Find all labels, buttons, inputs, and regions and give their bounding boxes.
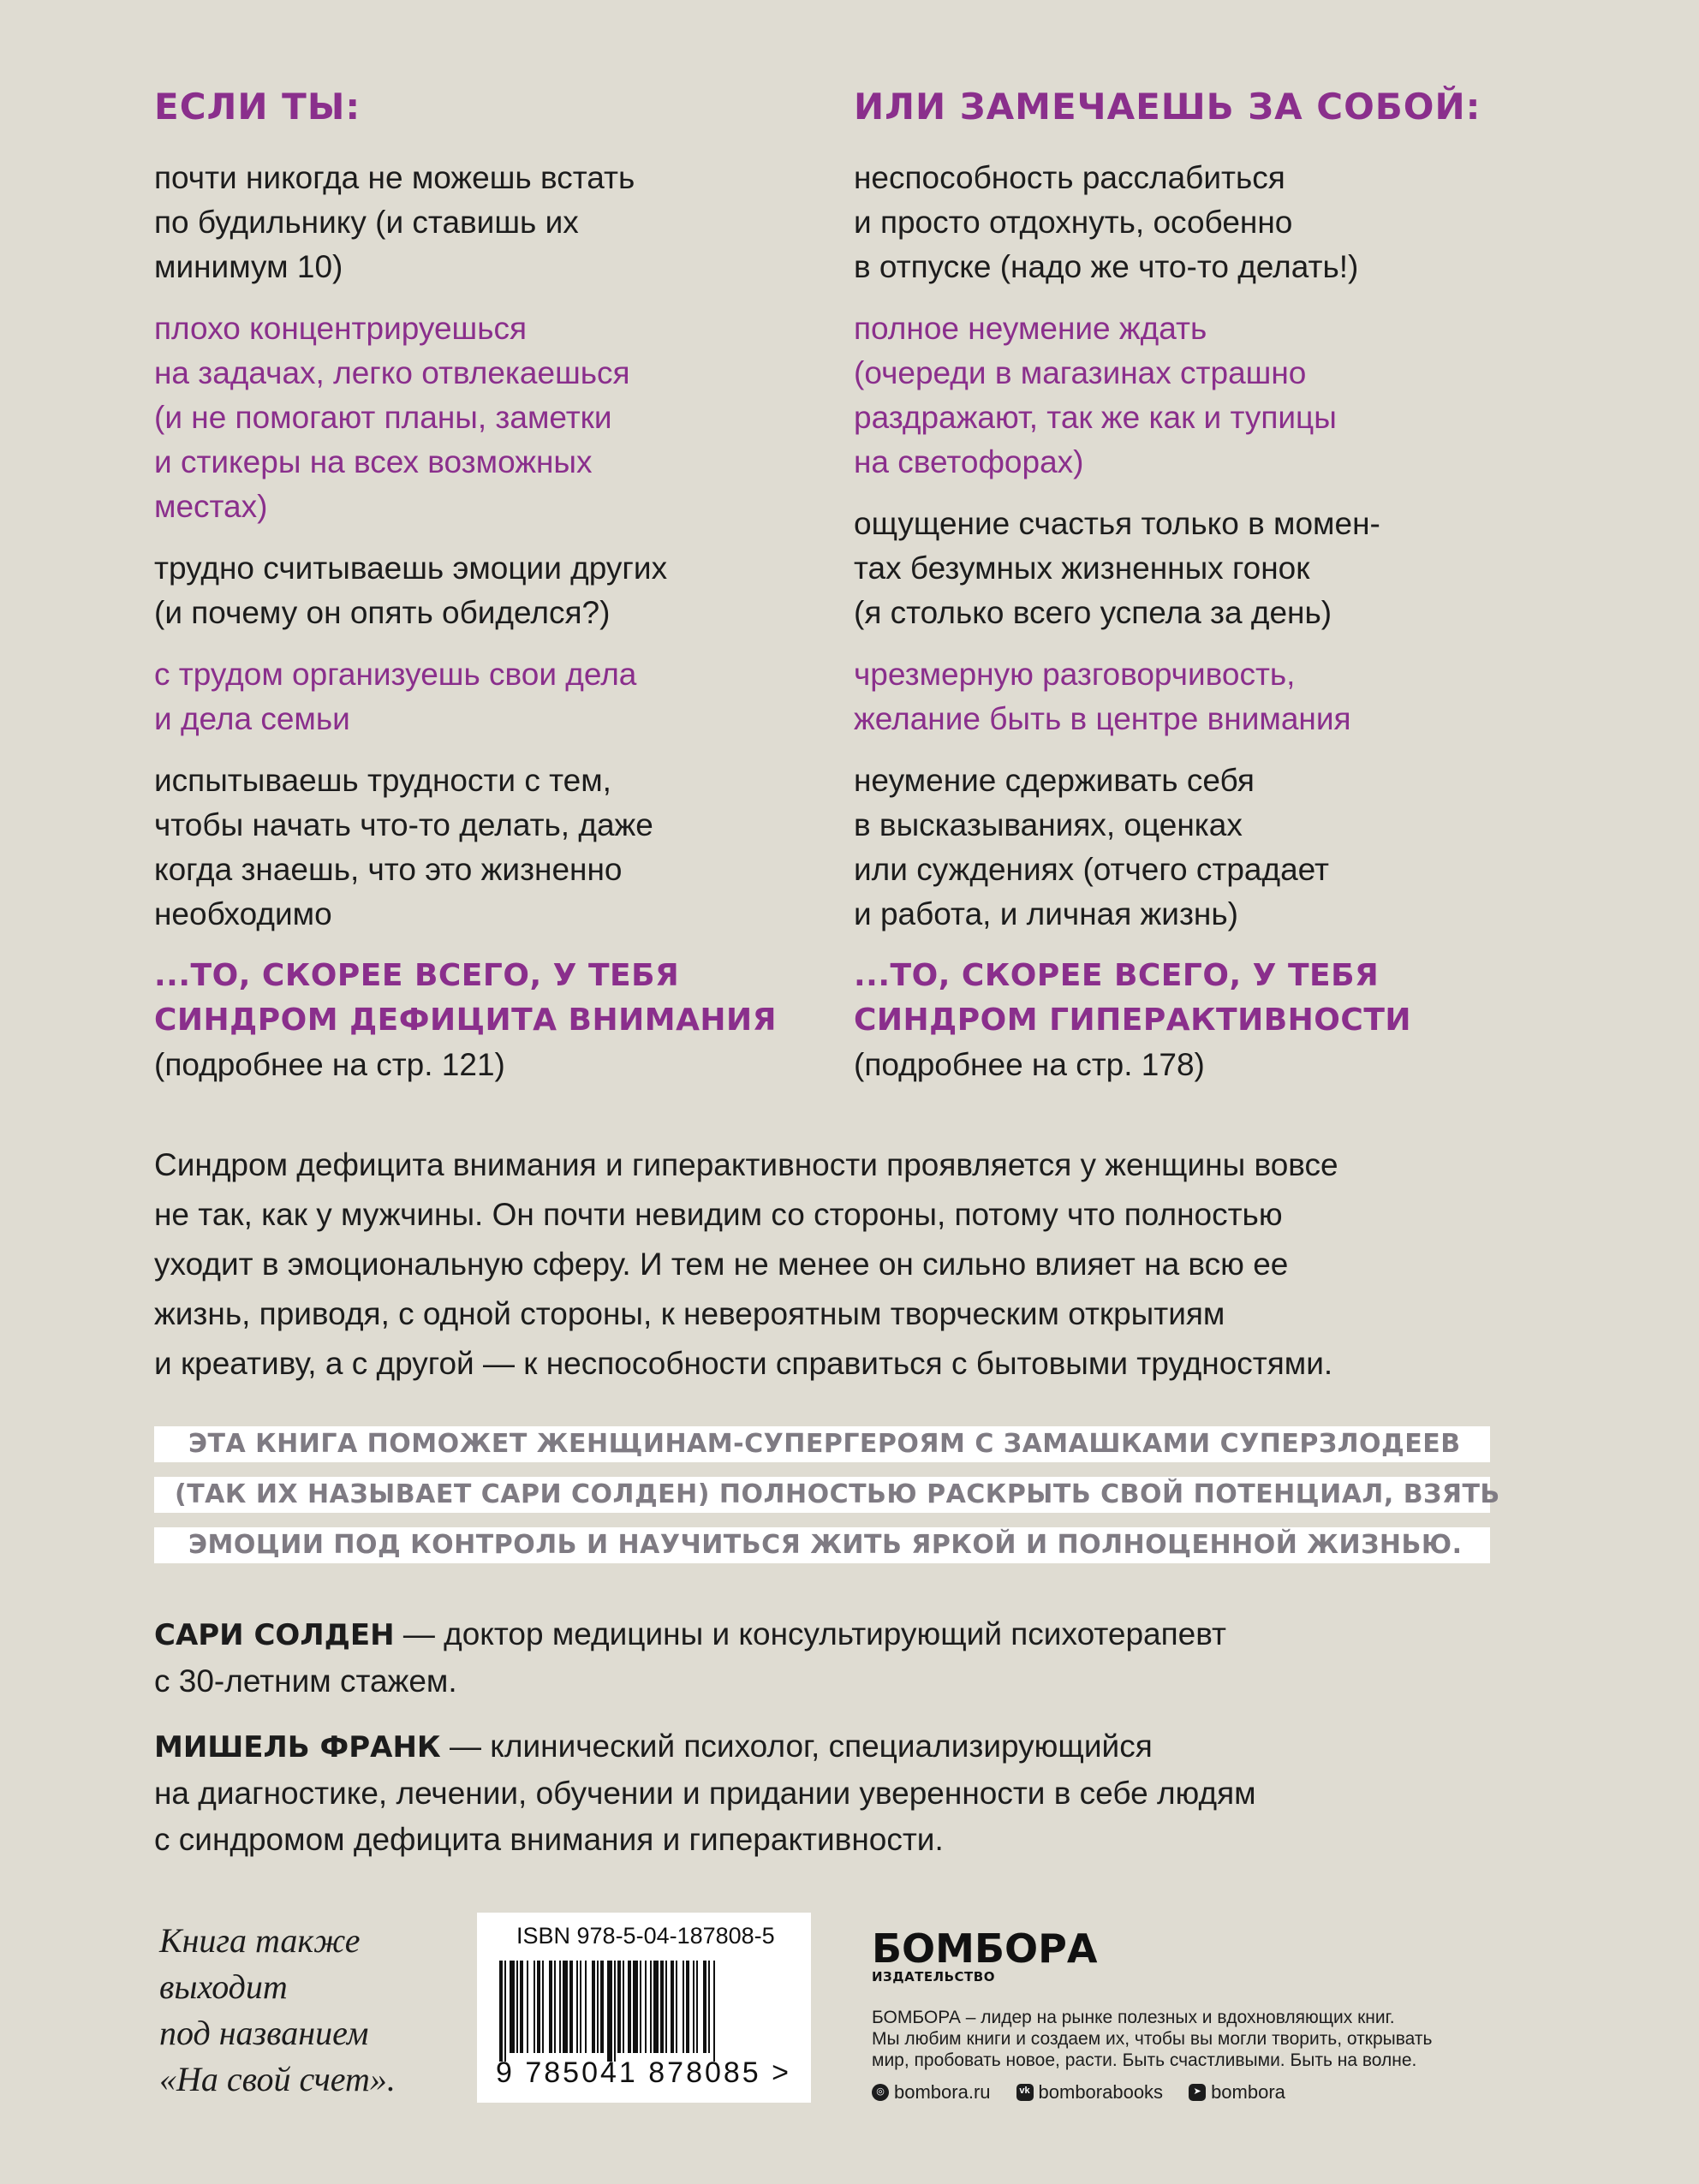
right-item-4: чрезмерную разговорчивость, желание быть в центре внимания (854, 657, 1351, 736)
barcode-bar (633, 1961, 638, 2053)
barcode-bar (549, 1961, 552, 2053)
barcode-bar (650, 1961, 652, 2053)
barcode-bar (607, 1961, 612, 2062)
publisher-description: БОМБОРА – лидер на рынке полезных и вдохновляющих книг. Мы любим книги и создаем их, чтобы вы могли творить, открывать мир, пробовать новое, расти. Быть счастливыми. Быть на волне. (872, 2008, 1433, 2070)
barcode-bar (708, 1961, 710, 2053)
publisher-block (872, 1925, 1523, 2104)
right-conclusion: ...ТО, СКОРЕЕ ВСЕГО, У ТЕБЯ СИНДРОМ ГИПЕРАКТИВНОСТИ (854, 958, 1412, 1038)
barcode-bar (696, 1961, 698, 2053)
left-item-3: трудно считываешь эмоции других (и почему он опять обиделся?) (154, 550, 668, 630)
authors-section (154, 1611, 1524, 1882)
barcode-bar (542, 1961, 544, 2053)
intro-paragraph: Синдром дефицита внимания и гиперактивности проявляется у женщины вовсе не так, как у мужчины. Он почти невидим со стороны, потому что полностью уходит в эмоциональную сферу. И тем не менее он сильно влияет на всю ее жизнь, приводя, с одной стороны, к невероятным творческим открытиям и креативу, а с другой — к неспособности справиться с бытовыми трудностями. (154, 1147, 1338, 1381)
barcode-bar (576, 1961, 578, 2053)
barcode-bar (569, 1961, 573, 2053)
left-column (154, 86, 822, 1087)
telegram-icon: ➤ (1189, 2084, 1206, 2101)
alt-title-note: Книга также выходит под названием «На свой счет». (159, 1921, 396, 2098)
vk-icon: vk (1016, 2084, 1034, 2101)
barcode-bar (614, 1961, 616, 2062)
barcode-bar (592, 1961, 595, 2053)
barcode-bar (660, 1961, 664, 2053)
social-link-telegram[interactable]: ➤ bombora (1189, 2081, 1285, 2104)
social-links (872, 2081, 1523, 2104)
author-bio: МИШЕЛЬ ФРАНК — клинический психолог, специализирующийся на диагностике, лечении, обучении и придании уверенности в себе людям с синдромом дефицита внимания и гиперактивности. (154, 1729, 1256, 1857)
publisher-logo: БОМБОРА (872, 1925, 1098, 1972)
barcode-bar (713, 1961, 715, 2062)
publisher-subtitle: ИЗДАТЕЛЬСТВО (872, 1969, 995, 1985)
barcode-bar (554, 1961, 556, 2053)
social-link-vk[interactable]: vk bomborabooks (1016, 2081, 1164, 2104)
barcode-bar (623, 1961, 624, 2053)
right-item-3: ощущение счастья только в момен- тах безумных жизненных гонок (я столько всего успела за день) (854, 506, 1380, 630)
right-page-ref: (подробнее на стр. 178) (854, 1047, 1205, 1082)
author-name: САРИ СОЛДЕН (154, 1618, 395, 1652)
barcode-bar (703, 1961, 706, 2053)
barcode-bar (645, 1961, 647, 2053)
barcode-bar (653, 1961, 659, 2053)
barcode-digits: 9 785041 878085 > (496, 2056, 792, 2089)
left-item-5: испытываешь трудности с тем, чтобы начать что-то делать, даже когда знаешь, что это жизненно необходимо (154, 763, 653, 931)
isbn-label: ISBN 978-5-04-187808-5 (516, 1923, 775, 1949)
barcode-bar (600, 1961, 604, 2053)
highlight-band (154, 1426, 1500, 1578)
barcode-bar (516, 1961, 518, 2053)
social-link-site[interactable]: ◎ bombora.ru (872, 2081, 991, 2104)
barcode-bar (686, 1961, 689, 2053)
globe-icon: ◎ (872, 2084, 889, 2101)
barcode-bar (559, 1961, 561, 2053)
barcode-bar (640, 1961, 641, 2053)
right-item-2: полное неумение ждать (очереди в магазинах страшно раздражают, так же как и тупицы на светофорах) (854, 311, 1337, 479)
barcode-bar (585, 1961, 587, 2053)
barcode-bar (665, 1961, 667, 2053)
right-heading: ИЛИ ЗАМЕЧАЕШЬ ЗА СОБОЙ: (854, 86, 1481, 128)
barcode-bar (534, 1961, 535, 2053)
highlight-line: ЭМОЦИИ ПОД КОНТРОЛЬ И НАУЧИТЬСЯ ЖИТЬ ЯРКОЙ И ПОЛНОЦЕННОЙ ЖИЗНЬЮ. (154, 1527, 1490, 1563)
barcode-bars (494, 1961, 794, 2063)
barcode-bar (676, 1961, 677, 2053)
barcode-bar (628, 1961, 631, 2053)
left-item-4: с трудом организуешь свои дела и дела семьи (154, 657, 637, 736)
barcode-bar (617, 1961, 621, 2053)
left-heading: ЕСЛИ ТЫ: (154, 86, 361, 128)
left-conclusion: ...ТО, СКОРЕЕ ВСЕГО, У ТЕБЯ СИНДРОМ ДЕФИЦИТА ВНИМАНИЯ (154, 958, 777, 1038)
barcode-bar (580, 1961, 581, 2053)
right-item-1: неспособность расслабиться и просто отдохнуть, особенно в отпуске (надо же что-то делать!) (854, 160, 1359, 284)
barcode-bar (693, 1961, 695, 2053)
author-bio: САРИ СОЛДЕН — доктор медицины и консультирующий психотерапевт с 30-летним стажем. (154, 1616, 1226, 1699)
author-name: МИШЕЛЬ ФРАНК (154, 1730, 441, 1764)
barcode-bar (520, 1961, 523, 2053)
barcode-bar (671, 1961, 674, 2053)
left-item-2: плохо концентрируешься на задачах, легко отвлекаешься (и не помогают планы, заметки и стикеры на всех возможных местах) (154, 311, 630, 524)
barcode-box (477, 1913, 811, 2103)
highlight-line: (ТАК ИХ НАЗЫВАЕТ САРИ СОЛДЕН) ПОЛНОСТЬЮ РАСКРЫТЬ СВОЙ ПОТЕНЦИАЛ, ВЗЯТЬ (154, 1477, 1490, 1513)
right-column (854, 86, 1522, 1087)
left-page-ref: (подробнее на стр. 121) (154, 1047, 505, 1082)
barcode-bar (510, 1961, 515, 2053)
barcode-bar (683, 1961, 684, 2053)
barcode-bar (504, 1961, 506, 2062)
barcode-bar (563, 1961, 568, 2053)
right-item-5: неумение сдерживать себя в высказываниях, оценках или суждениях (отчего страдает и работа, и личная жизнь) (854, 763, 1329, 931)
barcode-bar (499, 1961, 503, 2062)
highlight-line: ЭТА КНИГА ПОМОЖЕТ ЖЕНЩИНАМ-СУПЕРГЕРОЯМ С ЗАМАШКАМИ СУПЕРЗЛОДЕЕВ (154, 1426, 1490, 1462)
barcode-bar (527, 1961, 528, 2053)
barcode-bar (537, 1961, 540, 2053)
barcode-bar (597, 1961, 599, 2053)
left-item-1: почти никогда не можешь встать по будильнику (и ставишь их минимум 10) (154, 160, 635, 284)
